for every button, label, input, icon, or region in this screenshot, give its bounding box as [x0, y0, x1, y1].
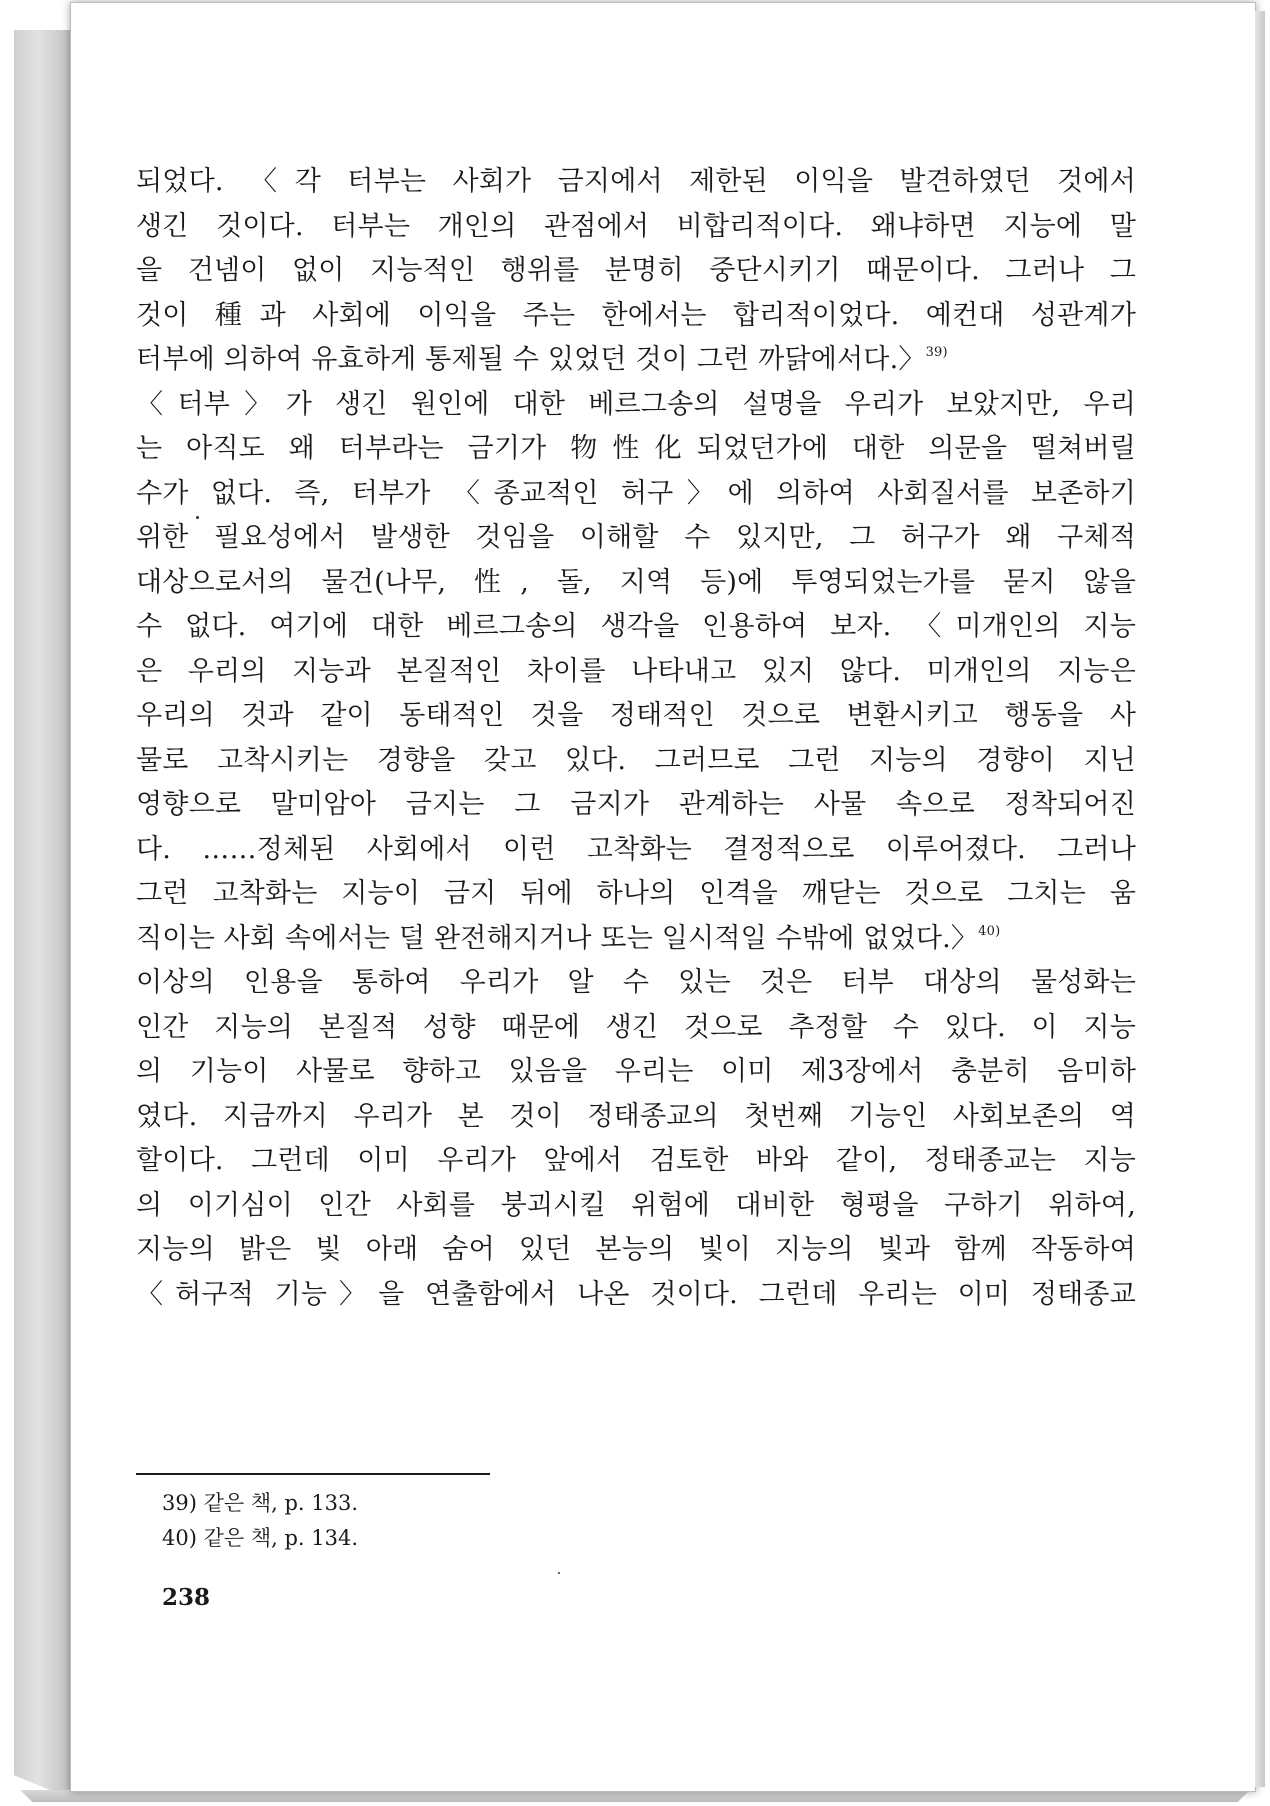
scan-speck — [196, 516, 199, 519]
footnote-39: 39) 같은 책, p. 133. — [162, 1491, 359, 1515]
scan-speck — [558, 1572, 560, 1574]
text-line: 는 아직도 왜 터부라는 금기가 物性化되었던가에 대한 의문을 떨쳐버릴 — [136, 433, 1136, 464]
body-text — [136, 160, 1136, 1317]
footnote-ref-39[interactable]: 39) — [925, 345, 948, 360]
text-line: 은 우리의 지능과 본질적인 차이를 나타내고 있지 않다. 미개인의 지능은 — [136, 655, 1136, 687]
text-line: 이상의 인용을 통하여 우리가 알 수 있는 것은 터부 대상의 물성화는 — [136, 967, 1136, 998]
page-edge — [1255, 11, 1265, 1787]
footnotes — [162, 1486, 358, 1556]
text-line: 다. ……정체된 사회에서 이런 고착화는 결정적으로 이루어졌다. 그러나 — [136, 833, 1136, 865]
text-line — [136, 338, 1136, 383]
text-line: 을 건넴이 없이 지능적인 행위를 분명히 중단시키기 때문이다. 그러나 그 — [136, 255, 1136, 286]
text-line-content: 터부에 의하여 유효하게 통제될 수 있었던 것이 그런 까닭에서다.〉 — [136, 344, 926, 375]
text-line: 생긴 것이다. 터부는 개인의 관점에서 비합리적이다. 왜냐하면 지능에 말 — [136, 210, 1136, 242]
footnote-divider — [136, 1473, 490, 1475]
text-line: 우리의 것과 같이 동태적인 것을 정태적인 것으로 변환시키고 행동을 사 — [136, 700, 1136, 731]
book-spine — [14, 30, 74, 1800]
page-number: 238 — [162, 1584, 211, 1611]
footnote-40: 40) 같은 책, p. 134. — [162, 1526, 359, 1550]
text-line: 대상으로서의 물건(나무, 性, 돌, 지역 등)에 투영되었는가를 묻지 않을 — [136, 566, 1136, 598]
footnote-ref-40[interactable]: 40) — [978, 923, 1001, 939]
text-line: 위한 필요성에서 발생한 것임을 이해할 수 있지만, 그 허구가 왜 구체적 — [136, 522, 1136, 553]
text-line: 물로 고착시키는 경향을 갖고 있다. 그러므로 그런 지능의 경향이 지닌 — [136, 744, 1136, 776]
text-line: 였다. 지금까지 우리가 본 것이 정태종교의 첫번째 기능인 사회보존의 역 — [136, 1100, 1136, 1132]
text-line: 지능의 밝은 빛 아래 숨어 있던 본능의 빛이 지능의 빛과 함께 작동하여 — [136, 1234, 1136, 1265]
text-line: 수가 없다. 즉, 터부가 〈종교적인 허구〉에 의하여 사회질서를 보존하기 — [136, 477, 1136, 509]
text-line: 그런 고착화는 지능이 금지 뒤에 하나의 인격을 깨닫는 것으로 그치는 움 — [136, 878, 1136, 909]
text-line: 인간 지능의 본질적 성향 때문에 생긴 것으로 추정할 수 있다. 이 지능 — [136, 1011, 1136, 1043]
text-line: 〈터부〉가 생긴 원인에 대한 베르그송의 설명을 우리가 보았지만, 우리 — [136, 388, 1136, 420]
text-line: 영향으로 말미암아 금지는 그 금지가 관계하는 사물 속으로 정착되어진 — [136, 789, 1136, 820]
text-line: 의 기능이 사물로 향하고 있음을 우리는 이미 제3장에서 충분히 음미하 — [136, 1056, 1136, 1087]
text-line: 〈허구적 기능〉을 연출함에서 나온 것이다. 그런데 우리는 이미 정태종교 — [136, 1278, 1136, 1310]
text-line: 수 없다. 여기에 대한 베르그송의 생각을 인용하여 보자. 〈미개인의 지능 — [136, 611, 1136, 642]
text-line: 것이 種과 사회에 이익을 주는 한에서는 합리적이었다. 예컨대 성관계가 — [136, 299, 1136, 331]
text-line: 의 이기심이 인간 사회를 붕괴시킬 위험에 대비한 형평을 구하기 위하여, — [136, 1189, 1136, 1221]
text-line: 할이다. 그런데 이미 우리가 앞에서 검토한 바와 같이, 정태종교는 지능 — [136, 1145, 1136, 1176]
text-line-content: 직이는 사회 속에서는 덜 완전해지거나 또는 일시적일 수밖에 없었다.〉 — [136, 922, 979, 954]
text-line — [136, 917, 1136, 962]
text-line: 되었다. 〈각 터부는 사회가 금지에서 제한된 이익을 발견하였던 것에서 — [136, 166, 1136, 197]
